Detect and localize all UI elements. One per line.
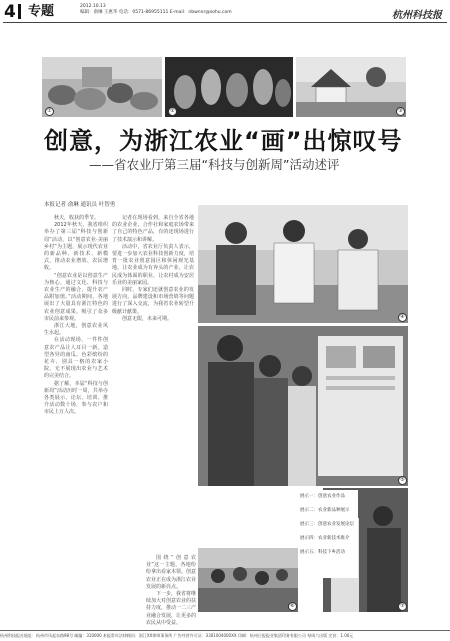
photo-badge: ② (168, 107, 177, 116)
photo-exhibition (198, 326, 408, 486)
page-number: 4 (4, 2, 16, 22)
section-name: 专题 (28, 4, 55, 19)
list-item: 展示一：创意农业作品 (300, 494, 345, 499)
newspaper-name: 杭州科技报 (392, 10, 442, 21)
article-subtitle: ——省农业厅第三届“科技与创新周”活动述评 (89, 157, 340, 172)
article-byline: 本报记者 俞琳 通讯员 叶智勇 (44, 202, 116, 208)
list-item: 展示五：科技下乡活动 (300, 550, 345, 555)
photo-pumpkins (42, 57, 162, 117)
photo-farmhouse (296, 57, 406, 117)
page-footer: 杭州科技报社地址：杭州市凤起东路98号 邮编：310000 本报常年法律顾问：浙江XX律师事务所 广告经营许可证：3301004000XX 印刷：杭州日报报业集团印务有限公司 每周六出版 定价：1.00元 (0, 630, 450, 641)
text-column-1 (44, 215, 108, 625)
header-rule (3, 22, 447, 23)
paragraph: 创意无限，未来可期。 (122, 315, 173, 322)
list-item: 展示二：农业新品种展示 (300, 508, 350, 513)
photo-badge: ③ (396, 107, 405, 116)
text-column-3 (146, 555, 197, 626)
photo-badge: ⑦ (398, 602, 407, 611)
issue-date: 2012.10.13 (80, 4, 106, 9)
header-divider (18, 4, 21, 19)
list-item: 展示四：农业新技术推介 (300, 536, 350, 541)
paragraph: 秋天，收获的季节。 (54, 215, 100, 221)
list-item: 展示三：创意农业发展论坛 (300, 522, 354, 527)
header-meta (80, 4, 232, 16)
article-title: 创意，为浙江农业“画”出惊叹号 (44, 127, 403, 155)
paragraph: 围绕“创意农业”这一主题，各地纷纷拿出看家本领。创意农业正在成为浙江农业发展的新亮点。 (146, 555, 197, 590)
photo-badge: ⑥ (288, 602, 297, 611)
photo-field-officials (198, 205, 408, 323)
photo-crowd-booth (198, 548, 298, 612)
paragraph: 2012年秋天，我省组织举办了第三届“科技与创新周”活动，以“创意农业·美丽乡村”为主题，展示现代农业的新品种、新技术、新模式，推动农业增效、农民增收。 (44, 222, 108, 272)
paragraph: 同时，专家们还就创意农业的发展方向、品牌建设和市场营销等问题进行了深入交流，为我省农业转型升级献计献策。 (112, 287, 194, 315)
photo-badge: ⑤ (398, 476, 407, 485)
page-header (0, 0, 450, 22)
photo-gourd-figures (165, 57, 293, 117)
paragraph: 下一步，我省将继续加大对创意农业的扶持力度，推动一二三产业融合发展，让更多的农民从中受益。 (146, 591, 197, 626)
editor-contact: 编辑：俞琳 王惠华 电话：0571-86955111 E-mail：nbwnnr@sohu.com (80, 10, 232, 15)
paragraph: 记者在现场看到，来自全省各地的农业企业、合作社和家庭农场带来了自己的特色产品，有的还现场进行了技术演示和讲解。 (112, 215, 194, 243)
paragraph: 活动中，省农业厅负责人表示，要进一步加大农业科技创新力度，培育一批农业创意园区和休闲观光基地，让农业成为有奔头的产业、让农民成为体面的职业、让农村成为安居乐业的美丽家园。 (112, 243, 194, 286)
paragraph: 在活动现场，一件件创意农产品让人耳目一新。造型各异的南瓜、色彩缤纷的花卉、别具一格的农家小院，无不展现出农业与艺术的完美结合。 (44, 337, 108, 380)
photo-badge: ④ (398, 313, 407, 322)
paragraph: 浙江大地，创意农业风生水起。 (44, 323, 108, 337)
paragraph: 据了解，本届“科技与创新周”活动历时一周，共举办各类展示、论坛、培训、推介活动数十场，参与农户和市民上万人次。 (44, 380, 108, 416)
paragraph: “创意农业是以创意生产为核心，通过文化、科技与农业生产的融合，提升农产品附加值。”活动期间，各地展出了大量具有浙江特色的农业创意成果，吸引了众多市民前来参观。 (44, 272, 108, 322)
photo-badge: ① (45, 107, 54, 116)
activity-list (300, 490, 358, 578)
